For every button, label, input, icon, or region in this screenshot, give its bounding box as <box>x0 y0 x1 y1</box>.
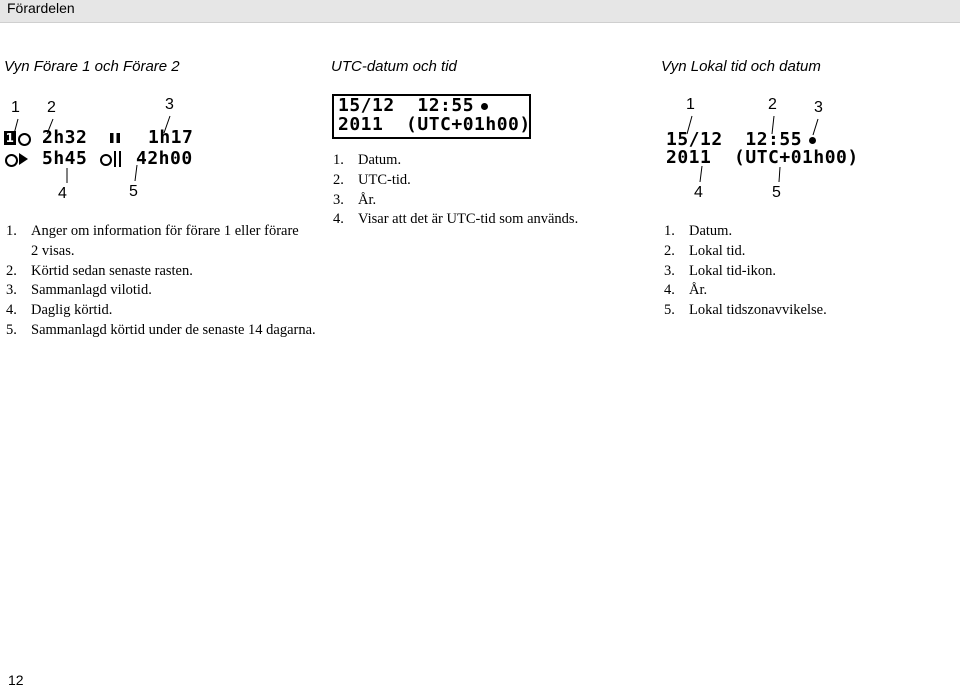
list-item: 3. År. <box>333 191 377 208</box>
list-item: 1. Datum. <box>333 152 402 168</box>
driver-view-title: Vyn Förare 1 och Förare 2 <box>4 58 180 75</box>
leader-line <box>14 119 18 134</box>
leader-line <box>700 166 702 182</box>
callout-5: 5 <box>772 184 781 201</box>
callout-3: 3 <box>814 99 823 116</box>
list-item: 5. Sammanlagd körtid under de senaste 14 dagarna. <box>6 321 316 338</box>
callout-3: 3 <box>165 96 174 113</box>
callout-2: 2 <box>47 99 56 116</box>
callout-2: 2 <box>768 96 777 113</box>
list-item: 2. UTC-tid. <box>333 171 411 188</box>
local-date-time: 15/12 12:55 <box>666 129 803 150</box>
leader-line <box>779 167 780 182</box>
list-item: 4. Daglig körtid. <box>6 302 113 319</box>
break-drive-time: 2h32 <box>42 127 88 148</box>
list-item: 5. Lokal tidszonavvikelse. <box>664 302 827 319</box>
list-item: 4. Visar att det är UTC-tid som används. <box>333 211 579 228</box>
list-item: 3. Sammanlagd vilotid. <box>6 282 152 299</box>
utc-year-offset: 2011 (UTC+01h00) <box>338 114 531 135</box>
daily-drive-time: 5h45 <box>42 148 88 169</box>
driver-1-icon: 1 <box>5 131 15 145</box>
callout-4: 4 <box>694 184 703 201</box>
header-title: Förardelen <box>7 0 75 16</box>
utc-view-title: UTC-datum och tid <box>331 58 457 75</box>
leader-line <box>813 119 818 135</box>
list-item: 3. Lokal tid-ikon. <box>664 262 776 279</box>
local-view-title: Vyn Lokal tid och datum <box>661 58 821 75</box>
callout-1: 1 <box>686 96 695 113</box>
callout-4: 4 <box>58 185 67 202</box>
leader-line <box>135 165 137 181</box>
list-item: 2. Körtid sedan senaste rasten. <box>6 262 193 279</box>
callout-5: 5 <box>129 183 138 200</box>
list-item: 4. År. <box>664 282 708 299</box>
list-item: 1. Datum. <box>664 223 733 239</box>
local-year-offset: 2011 (UTC+01h00) <box>666 147 859 168</box>
leader-line <box>687 116 692 134</box>
utc-date-time: 15/12 12:55 <box>338 95 475 116</box>
callout-1: 1 <box>11 99 20 116</box>
page-number: 12 <box>8 672 24 688</box>
leader-line <box>47 119 53 134</box>
list-item: 2. Lokal tid. <box>664 242 746 259</box>
leader-line <box>772 116 774 134</box>
fortnight-drive-time: 42h00 <box>136 148 193 169</box>
leader-line <box>164 116 170 133</box>
total-rest-time: 1h17 <box>148 127 194 148</box>
list-item: 1. Anger om information för förare 1 eller förare 2 visas. <box>6 223 299 259</box>
